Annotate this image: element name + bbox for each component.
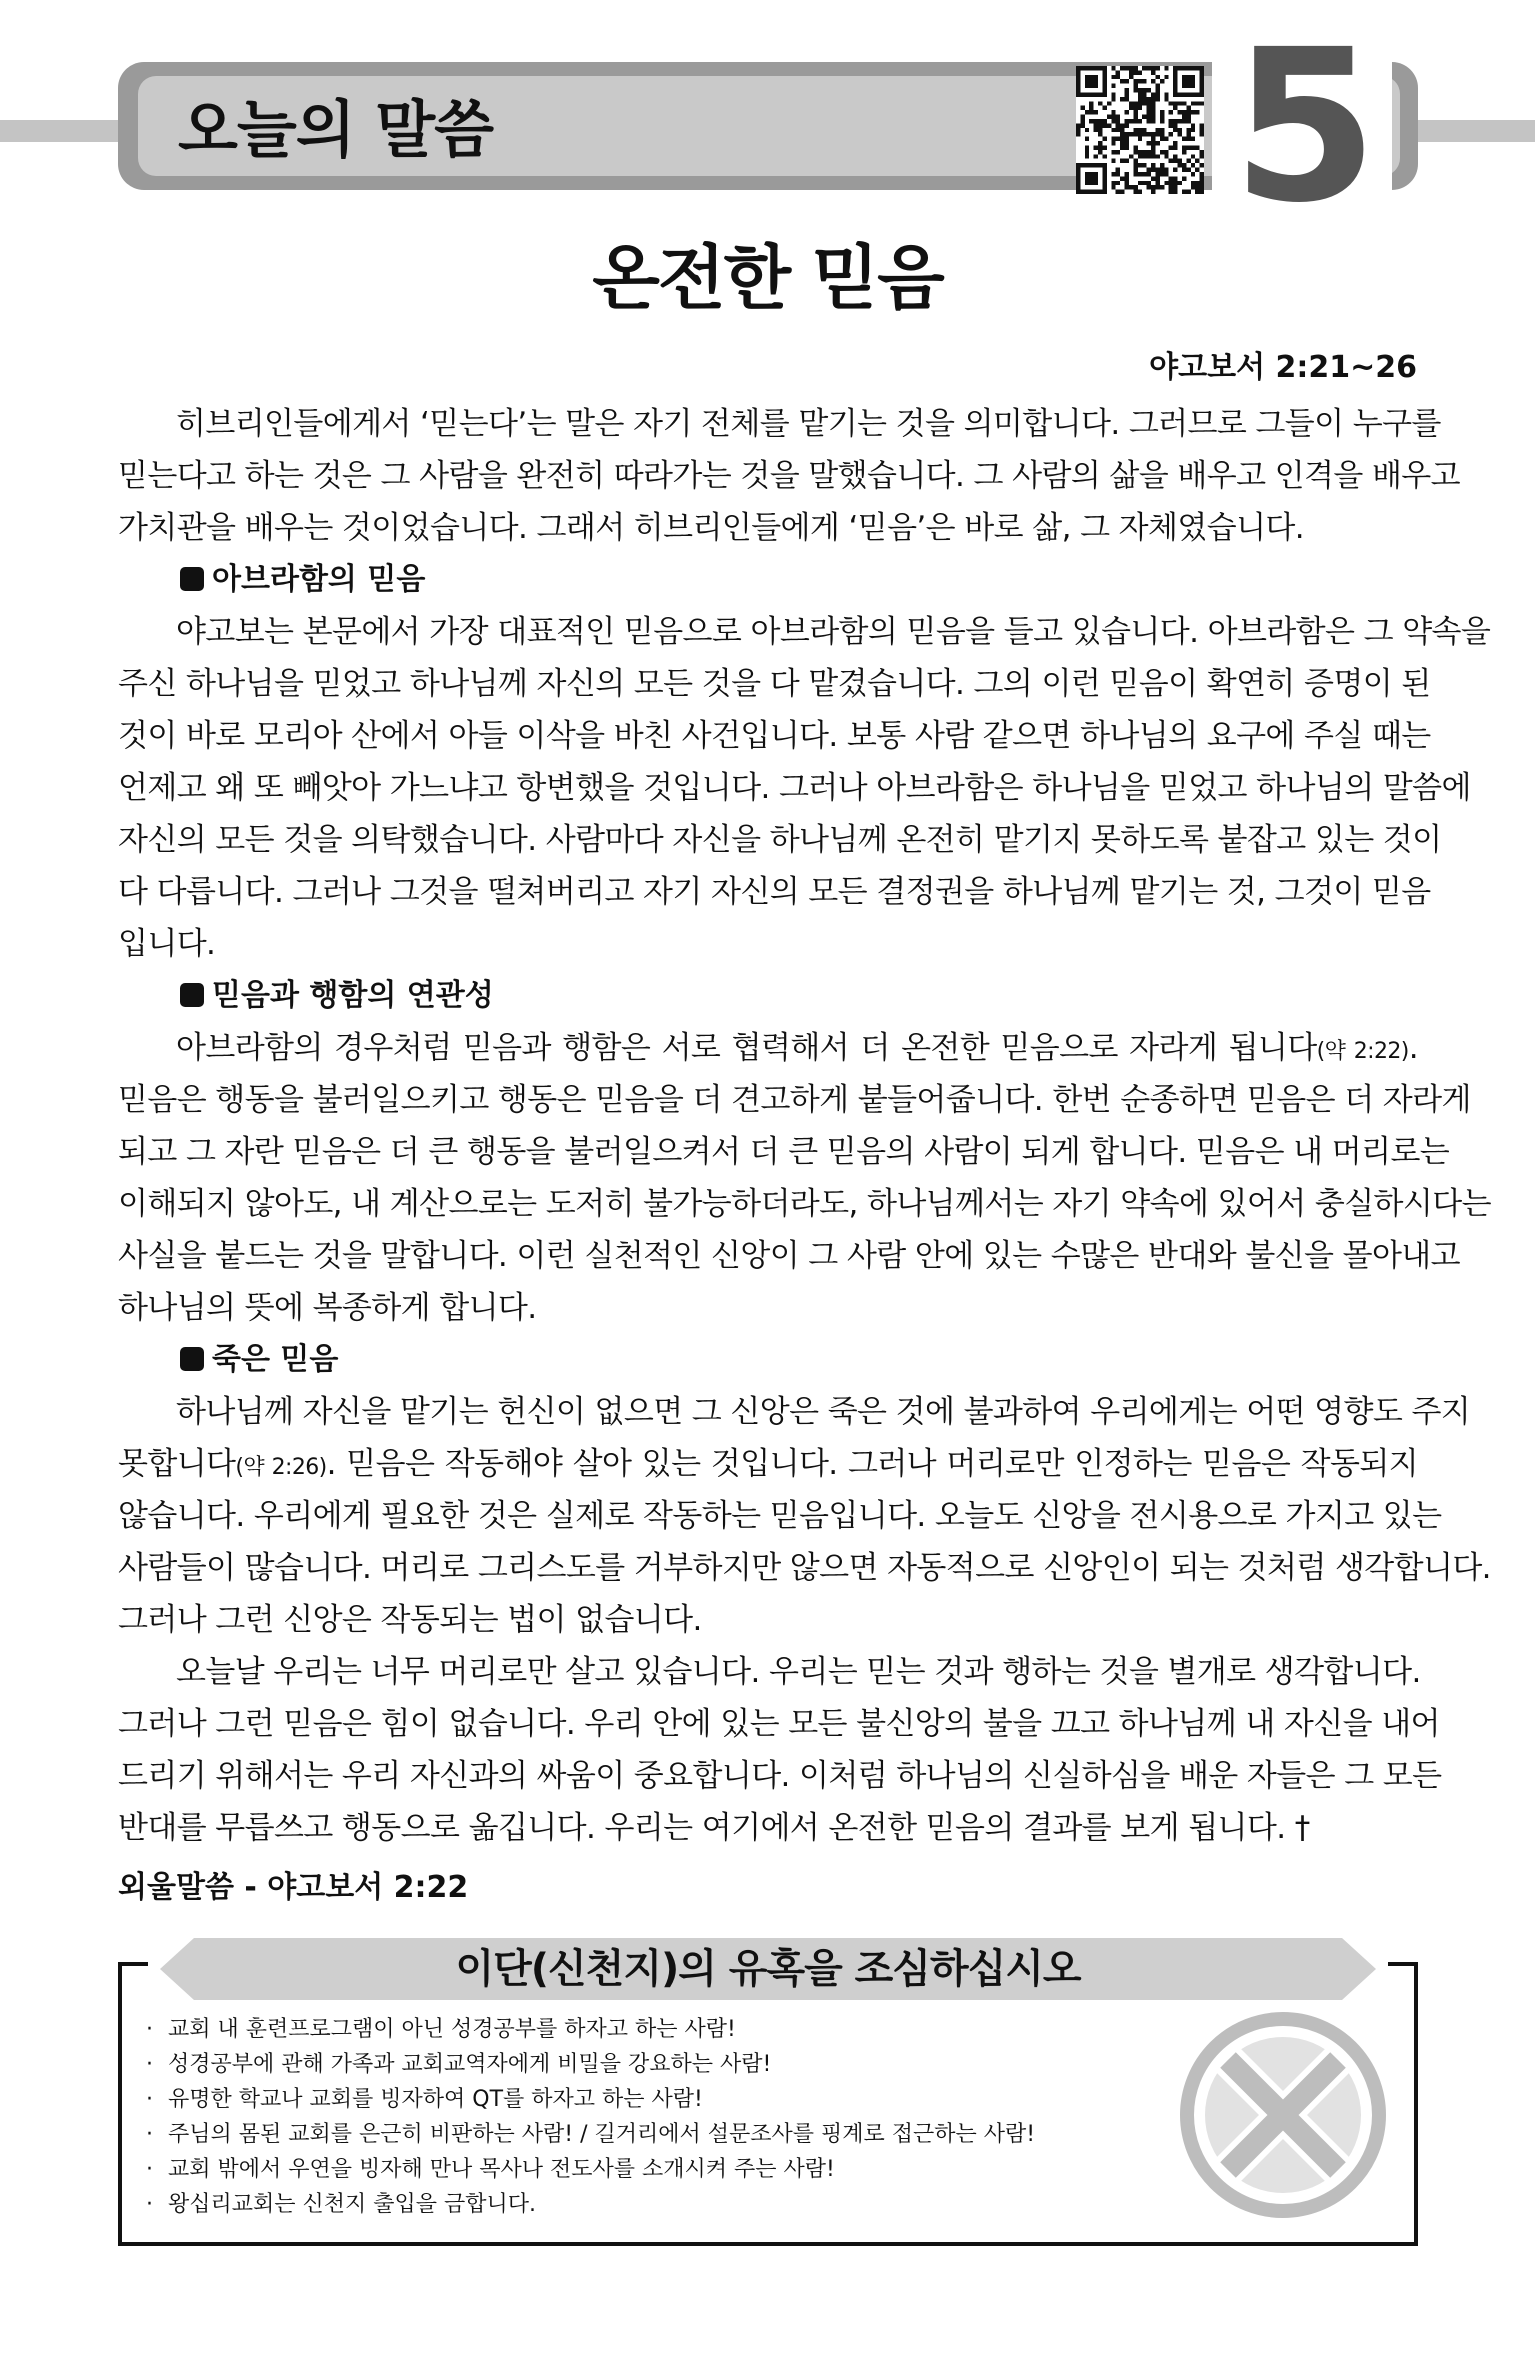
- article-line: [118, 1542, 1491, 1594]
- qr-code-icon[interactable]: [1076, 66, 1204, 194]
- warning-item: [146, 2047, 1146, 2082]
- warning-box-corner: [118, 1962, 148, 1966]
- section-heading: [118, 554, 1418, 606]
- article-line-text: 히브리인들에게서 ‘믿는다’는 말은 자기 전체를 맡기는 것을 의미합니다. 그러므로 그들이 누구를: [176, 406, 1441, 442]
- article-line: [118, 1022, 1418, 1074]
- article-line-text: 것이 바로 모리아 산에서 아들 이삭을 바친 사건입니다. 보통 사람 같으면 하나님의 요구에 주실 때는: [118, 718, 1431, 754]
- section-heading: [118, 1334, 1418, 1386]
- scripture-reference: 야고보서 2:21~26: [1149, 350, 1417, 385]
- day-number: 5: [1231, 4, 1373, 249]
- bullet-dot: ·: [146, 2157, 153, 2182]
- square-bullet-icon: [180, 567, 204, 591]
- article-line: [118, 1490, 1442, 1542]
- warning-item-text: 교회 내 훈련프로그램이 아닌 성경공부를 하자고 하는 사람!: [168, 2017, 736, 2042]
- warning-item: [146, 2152, 1146, 2187]
- warning-item-text: 유명한 학교나 교회를 빙자하여 QT를 하자고 하는 사람!: [168, 2087, 703, 2112]
- article-line-text: 자신의 모든 것을 의탁했습니다. 사람마다 자신을 하나님께 온전히 맡기지 못하도록 붙잡고 있는 것이: [118, 822, 1442, 858]
- article-line: [118, 1646, 1421, 1698]
- article-line-text: 사람들이 많습니다. 머리로 그리스도를 거부하지만 않으면 자동적으로 신앙인이 되는 것처럼 생각합니다.: [118, 1550, 1491, 1586]
- section-heading: [118, 970, 1418, 1022]
- section-heading-text: 믿음과 행함의 연관성: [212, 978, 494, 1013]
- article-line-text: 않습니다. 우리에게 필요한 것은 실제로 작동하는 믿음입니다. 오늘도 신앙을 전시용으로 가지고 있는: [118, 1498, 1442, 1534]
- article-line: [118, 762, 1471, 814]
- bullet-dot: ·: [146, 2122, 153, 2147]
- article-line-text: 믿는다고 하는 것은 그 사람을 완전히 따라가는 것을 말했습니다. 그 사람의 삶을 배우고 인격을 배우고: [118, 458, 1460, 494]
- article-line-text: 하나님께 자신을 맡기는 헌신이 없으면 그 신앙은 죽은 것에 불과하여 우리에게는 어떤 영향도 주지: [176, 1394, 1471, 1430]
- article-line: [118, 1594, 1418, 1646]
- section-heading-text: 아브라함의 믿음: [212, 562, 426, 597]
- article-line: [118, 606, 1491, 658]
- article-line-text: 되고 그 자란 믿음은 더 큰 행동을 불러일으켜서 더 큰 믿음의 사람이 되게 합니다. 믿음은 내 머리로는: [118, 1134, 1450, 1170]
- article-line: [118, 1126, 1450, 1178]
- article-line: [118, 398, 1441, 450]
- article-line: [118, 1282, 1418, 1334]
- article-line: [118, 1698, 1440, 1750]
- square-bullet-icon: [180, 1347, 204, 1371]
- article-line-text: .: [1408, 1030, 1419, 1066]
- bullet-dot: ·: [146, 2192, 153, 2217]
- article-line-text: 야고보는 본문에서 가장 대표적인 믿음으로 아브라함의 믿음을 들고 있습니다. 아브라함은 그 약속을: [176, 614, 1491, 650]
- bullet-dot: ·: [146, 2087, 153, 2112]
- square-bullet-icon: [180, 983, 204, 1007]
- article-line-text: 그러나 그런 신앙은 작동되는 법이 없습니다.: [118, 1602, 702, 1638]
- section-heading-text: 죽은 믿음: [212, 1342, 339, 1377]
- article-line-text: 믿음은 행동을 불러일으키고 행동은 믿음을 더 견고하게 붙들어줍니다. 한번 순종하면 믿음은 더 자라게: [118, 1082, 1471, 1118]
- bullet-dot: ·: [146, 2017, 153, 2042]
- article-body: [118, 398, 1491, 1854]
- warning-title: 이단(신천지)의 유혹을 조심하십시오: [455, 1946, 1081, 1992]
- article-line-text: 언제고 왜 또 빼앗아 가느냐고 항변했을 것입니다. 그러나 아브라함은 하나님을 믿었고 하나님의 말씀에: [118, 770, 1471, 806]
- article-line: [118, 1750, 1442, 1802]
- article-title: 온전한 믿음: [592, 237, 943, 319]
- article-line-text: 이해되지 않아도, 내 계산으로는 도저히 불가능하더라도, 하나님께서는 자기 약속에 있어서 충실하시다는: [118, 1186, 1491, 1222]
- article-line-text: 그러나 그런 믿음은 힘이 없습니다. 우리 안에 있는 모든 불신앙의 불을 끄고 하나님께 내 자신을 내어: [118, 1706, 1440, 1742]
- warning-item: [146, 2012, 1146, 2047]
- inline-scripture-ref: (약 2:22): [1316, 1039, 1409, 1064]
- warning-item-text: 주님의 몸된 교회를 은근히 비판하는 사람! / 길거리에서 설문조사를 핑계로 접근하는 사람!: [168, 2122, 1036, 2147]
- warning-item-text: 교회 밖에서 우연을 빙자해 만나 목사나 전도사를 소개시켜 주는 사람!: [168, 2157, 835, 2182]
- article-line-text: 다 다릅니다. 그러나 그것을 떨쳐버리고 자기 자신의 모든 결정권을 하나님께 맡기는 것, 그것이 믿음: [118, 874, 1431, 910]
- warning-item-text: 왕십리교회는 신천지 출입을 금합니다.: [168, 2192, 537, 2217]
- warning-box-corner: [1388, 1962, 1418, 1966]
- warning-list: [146, 2012, 1146, 2222]
- article-line: [118, 814, 1442, 866]
- article-line: [118, 450, 1460, 502]
- prohibition-x-icon: [1176, 2008, 1390, 2222]
- article-line: [118, 1178, 1491, 1230]
- warning-item: [146, 2082, 1146, 2117]
- article-line-text: 하나님의 뜻에 복종하게 합니다.: [118, 1290, 537, 1326]
- inline-scripture-ref: (약 2:26): [235, 1455, 327, 1480]
- article-line-text: 못합니다: [118, 1446, 236, 1482]
- section-title: 오늘의 말씀: [178, 93, 494, 166]
- article-line-text: 반대를 무릅쓰고 행동으로 옮깁니다. 우리는 여기에서 온전한 믿음의 결과를 보게 됩니다. †: [118, 1810, 1310, 1846]
- article-line: [118, 1074, 1471, 1126]
- article-line: [118, 918, 1418, 970]
- bullet-dot: ·: [146, 2052, 153, 2077]
- article-line-text: 가치관을 배우는 것이었습니다. 그래서 히브리인들에게 ‘믿음’은 바로 삶, 그 자체였습니다.: [118, 510, 1305, 546]
- article-line: [118, 502, 1418, 554]
- warning-item-text: 성경공부에 관해 가족과 교회교역자에게 비밀을 강요하는 사람!: [168, 2052, 772, 2077]
- memory-verse: 외울말씀 - 야고보서 2:22: [118, 1870, 469, 1905]
- article-line-text: 드리기 위해서는 우리 자신과의 싸움이 중요합니다. 이처럼 하나님의 신실하심을 배운 자들은 그 모든: [118, 1758, 1442, 1794]
- article-line-text: 아브라함의 경우처럼 믿음과 행함은 서로 협력해서 더 온전한 믿음으로 자라게 됩니다: [176, 1030, 1317, 1066]
- article-line-text: . 믿음은 작동해야 살아 있는 것입니다. 그러나 머리로만 인정하는 믿음은 작동되지: [326, 1446, 1419, 1482]
- article-line-text: 주신 하나님을 믿었고 하나님께 자신의 모든 것을 다 맡겼습니다. 그의 이런 믿음이 확연히 증명이 된: [118, 666, 1431, 702]
- article-line: [118, 1438, 1418, 1490]
- article-line: [118, 1802, 1418, 1854]
- article-line-text: 사실을 붙드는 것을 말합니다. 이런 실천적인 신앙이 그 사람 안에 있는 수많은 반대와 불신을 몰아내고: [118, 1238, 1460, 1274]
- article-line: [118, 1230, 1460, 1282]
- article-line: [118, 866, 1431, 918]
- article-line: [118, 710, 1431, 762]
- article-line-text: 오늘날 우리는 너무 머리로만 살고 있습니다. 우리는 믿는 것과 행하는 것을 별개로 생각합니다.: [176, 1654, 1421, 1690]
- article-line: [118, 658, 1431, 710]
- article-line-text: 입니다.: [118, 926, 216, 962]
- warning-item: [146, 2187, 1146, 2222]
- warning-item: [146, 2117, 1146, 2152]
- article-line: [118, 1386, 1471, 1438]
